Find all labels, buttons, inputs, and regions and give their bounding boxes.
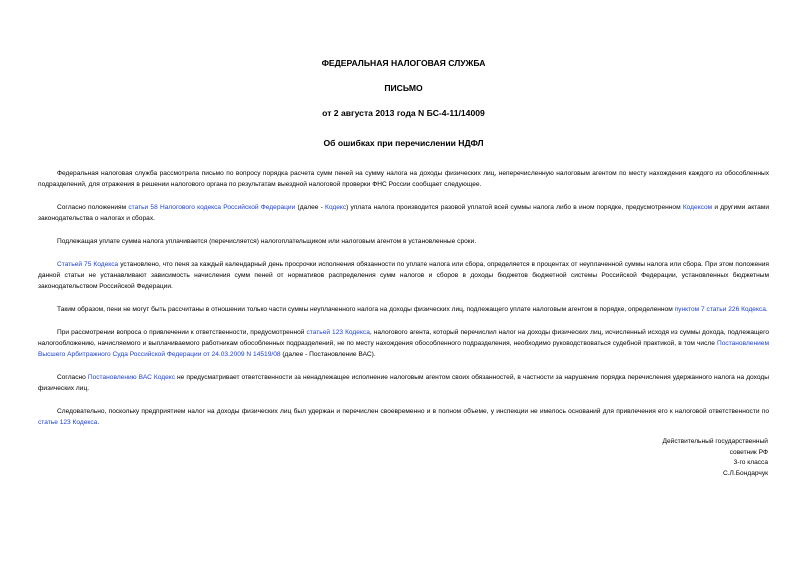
link-article-58-tax-code[interactable]: статьи 58 Налогового кодекса Российской Федерации — [128, 204, 296, 211]
link-code[interactable]: Кодекс — [325, 204, 347, 211]
paragraph-6 — [38, 327, 769, 360]
paragraph-text: и другими актами законодательства о налогах и сборах. — [38, 204, 770, 222]
paragraph-text: не предусматривает ответственности за ненадлежащее исполнение налоговым агентом своих обязанностей, в частности за нарушение порядка перечисления удержанного налога на доходы физических лиц. — [38, 374, 769, 392]
paragraph-text: . — [765, 306, 768, 313]
paragraph-text: Федеральная налоговая служба рассмотрела письмо по вопросу порядка расчета сумм пеней на сумму налога на доходы физических лиц, неперечисленную налоговым агентом по месту нахождения каждого из обособленных подразделений, для отражения в решении налогового органа по результатам выездной налоговой проверки ФНС России сообщает следующее. — [38, 170, 769, 188]
paragraph-4 — [38, 259, 769, 292]
paragraph-text: Таким образом, пени не могут быть рассчитаны в отношении только части суммы неуплаченного налога на доходы физических лиц, подлежащего уплате налоговым агентом в порядке, определенном — [57, 306, 675, 313]
link-code-2[interactable]: Кодексом — [682, 204, 713, 211]
paragraph-text: . — [97, 419, 100, 426]
link-article-123-2[interactable]: статье 123 Кодекса — [38, 419, 98, 426]
paragraph-text: (далее - — [295, 204, 325, 211]
link-article-123[interactable]: статьей 123 Кодекса — [306, 329, 370, 336]
signature-rank: Действительный государственный — [662, 438, 768, 445]
signature-block — [663, 437, 769, 479]
document-date-number: от 2 августа 2013 года N БС-4-11/14009 — [322, 108, 485, 118]
document-subject: Об ошибках при перечислении НДФЛ — [323, 138, 484, 148]
paragraph-3 — [38, 236, 769, 247]
signature-rank-2: советник РФ — [729, 448, 768, 456]
link-article-75[interactable]: Статьей 75 Кодекса — [57, 261, 119, 268]
paragraph-text: При рассмотрении вопроса о привлечении к ответственности, предусмотренной — [57, 329, 307, 336]
paragraph-text: Подлежащая уплате сумма налога уплачивается (перечисляется) налогоплательщиком или налоговым агентом в установленные сроки. — [57, 238, 477, 245]
link-vas-resolution[interactable]: Постановлением Высшего Арбитражного Суда Российской Федерации от 24.03.2009 N 14519/08 — [38, 340, 769, 358]
link-article-226-clause-7[interactable]: пунктом 7 статьи 226 Кодекса — [674, 306, 766, 313]
agency-title: ФЕДЕРАЛЬНАЯ НАЛОГОВАЯ СЛУЖБА — [321, 58, 486, 68]
paragraph-text: Согласно положениям — [57, 204, 129, 211]
paragraph-text: (далее - Постановление ВАС). — [280, 351, 376, 358]
paragraph-1 — [38, 168, 769, 190]
paragraph-text: установлено, что пеня за каждый календарный день просрочки исполнения обязанности по уплате налога или сбора, определяется в процентах от неуплаченной суммы налога или сбора. При этом положения данной статьи не устанавливают зависимость начисления сумм пеней от нормативов распределения сумм налогов и сборов в доходы бюджетов бюджетной системы Российской Федерации, установленных бюджетным законодательством Российской Федерации. — [38, 261, 770, 290]
paragraph-text: ) уплата налога производится разовой уплатой всей суммы налога либо в ином порядке, предусмотренном — [346, 204, 683, 211]
document-type: ПИСЬМО — [384, 83, 423, 93]
paragraph-text: , налогового агента, который перечислил налог на доходы физических лиц, исчисленный исходя из суммы дохода, подлежащего налогообложению, начисляемого и выплачиваемого работникам обособленных подразделений, не по месту нахождения обособленного подразделения, необходимо руководствоваться судебной практикой, в том числе — [38, 329, 770, 347]
signature-class: 3-го класса — [733, 459, 768, 466]
paragraph-text: Согласно — [57, 374, 88, 381]
link-vas-resolution-code[interactable]: Постановлению ВАС Кодекс — [87, 374, 175, 381]
paragraph-text: Следовательно, поскольку предприятием налог на доходы физических лиц был удержан и перечислен своевременно и в полном объеме, у инспекции не имелось оснований для привлечения его к налоговой ответственности по — [57, 408, 769, 415]
paragraph-8 — [38, 406, 769, 428]
paragraph-7 — [38, 372, 769, 394]
signatory-name: С.Л.Бондарчук — [722, 469, 768, 477]
paragraph-2 — [38, 202, 769, 224]
paragraph-5 — [38, 304, 769, 315]
document-body — [38, 168, 769, 428]
